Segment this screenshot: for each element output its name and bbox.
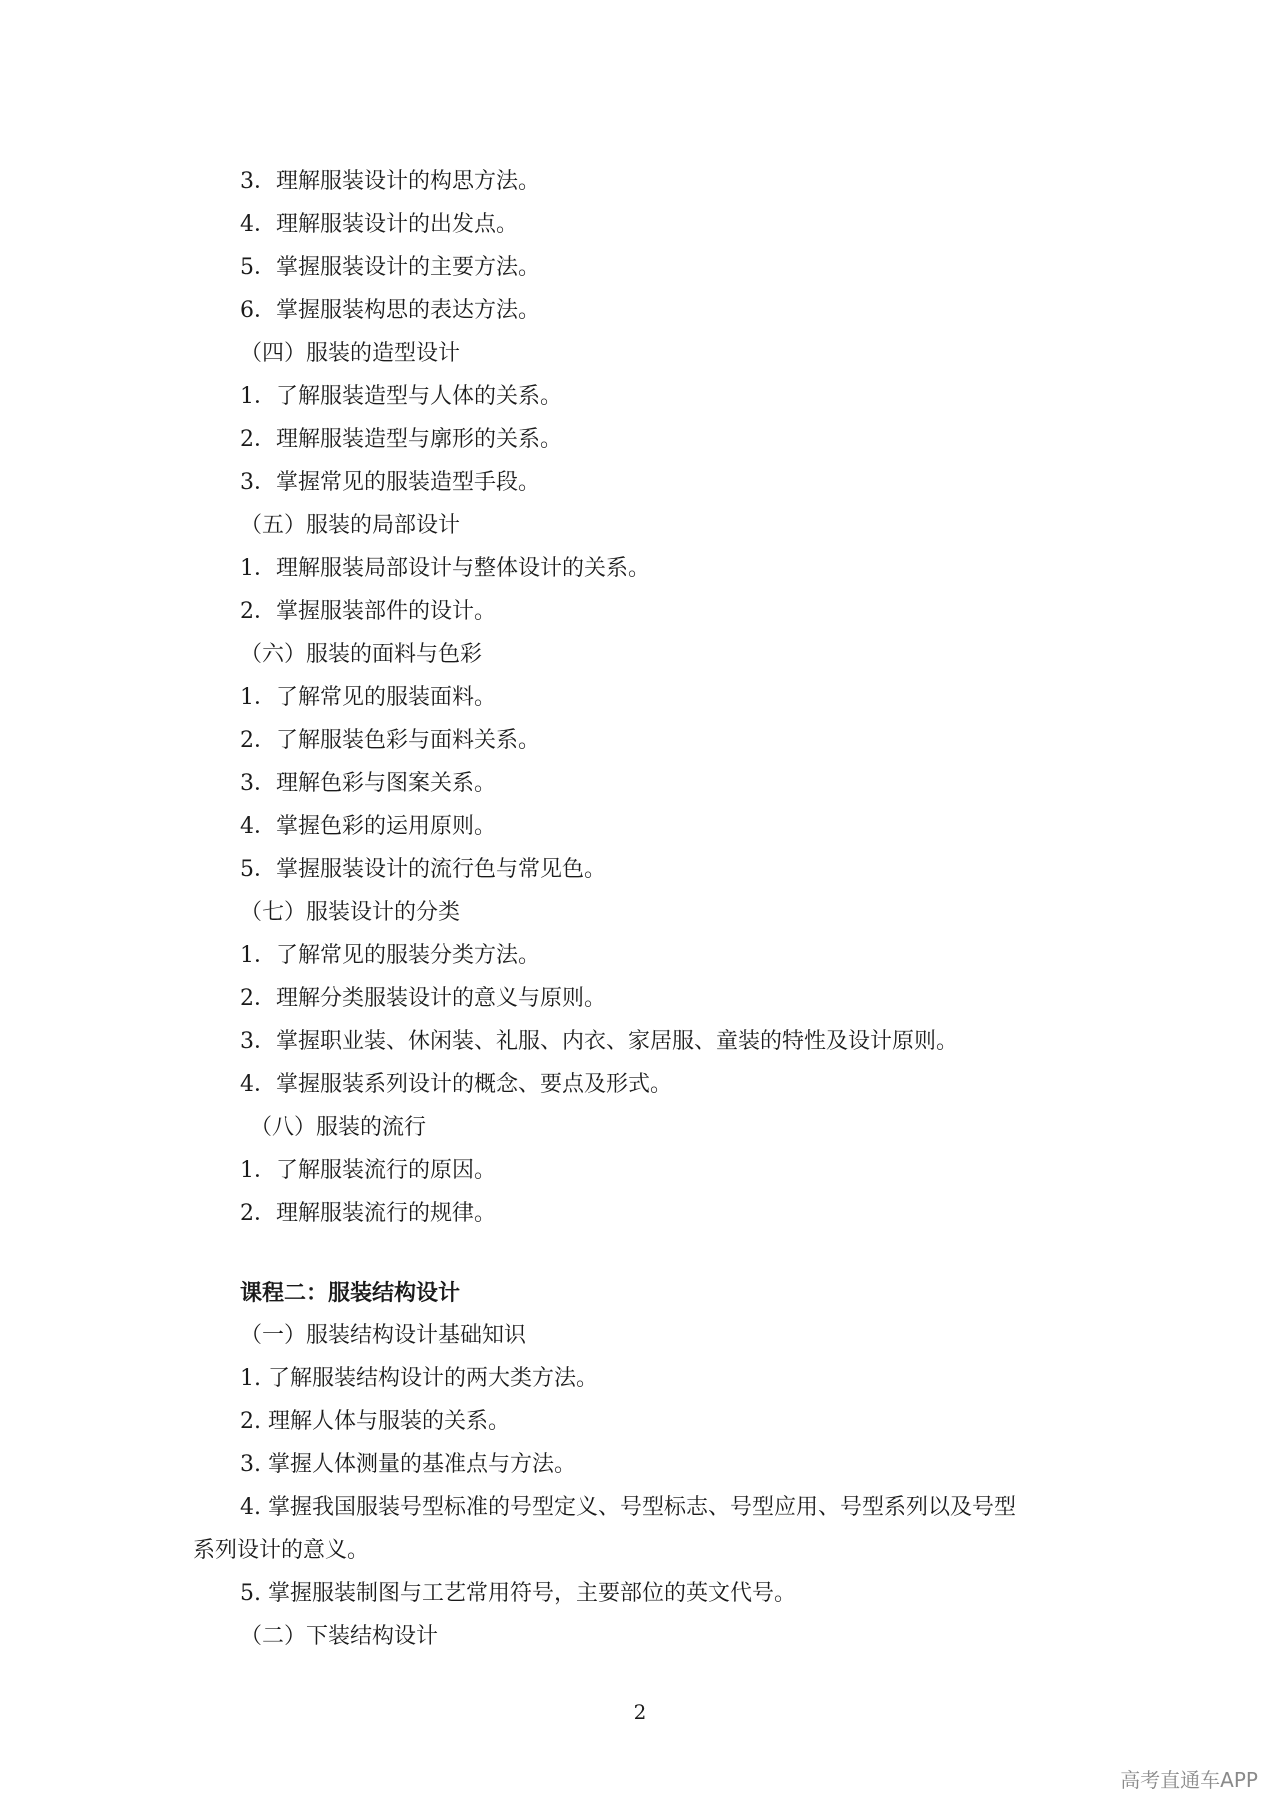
watermark: 高考直通车APP (1120, 1768, 1258, 1792)
text-line: 1．了解服装流行的原因。 (240, 1158, 496, 1183)
text-line: 2．理解服装流行的规律。 (240, 1201, 496, 1226)
text-line: 5．掌握服装设计的流行色与常见色。 (240, 857, 606, 882)
text-line: 4. 掌握我国服装号型标准的号型定义、号型标志、号型应用、号型系列以及号型 (240, 1495, 1016, 1520)
text-line: 3. 掌握人体测量的基准点与方法。 (240, 1452, 576, 1477)
text-line: 4．掌握服装系列设计的概念、要点及形式。 (240, 1072, 672, 1097)
text-line: 4．掌握色彩的运用原则。 (240, 814, 496, 839)
text-line: 1．了解常见的服装分类方法。 (240, 943, 540, 968)
section-heading: （六）服装的面料与色彩 (240, 642, 483, 667)
text-line: 6．掌握服装构思的表达方法。 (240, 298, 540, 323)
text-line: 1. 了解服装结构设计的两大类方法。 (240, 1366, 598, 1391)
text-line: 3．理解服装设计的构思方法。 (240, 169, 540, 194)
text-line: 4．理解服装设计的出发点。 (240, 212, 518, 237)
text-line: 1．了解常见的服装面料。 (240, 685, 496, 710)
text-line: 3．掌握职业装、休闲装、礼服、内衣、家居服、童装的特性及设计原则。 (240, 1029, 958, 1054)
section-heading: （五）服装的局部设计 (240, 513, 461, 538)
text-line: 2. 理解人体与服装的关系。 (240, 1409, 510, 1434)
text-line: 2．理解服装造型与廓形的关系。 (240, 427, 562, 452)
page-number: 2 (633, 1700, 647, 1724)
text-line: 5．掌握服装设计的主要方法。 (240, 255, 540, 280)
section-heading: （七）服装设计的分类 (240, 900, 461, 925)
section-heading: （一）服装结构设计基础知识 (240, 1323, 527, 1348)
text-line: 5. 掌握服装制图与工艺常用符号，主要部位的英文代号。 (240, 1581, 796, 1606)
text-line: 3．掌握常见的服装造型手段。 (240, 470, 540, 495)
text-line: 1．了解服装造型与人体的关系。 (240, 384, 562, 409)
text-line: 1．理解服装局部设计与整体设计的关系。 (240, 556, 650, 581)
text-line: 2．掌握服装部件的设计。 (240, 599, 496, 624)
text-line-continuation: 系列设计的意义。 (193, 1538, 370, 1563)
text-line: 2．理解分类服装设计的意义与原则。 (240, 986, 606, 1011)
course-heading: 课程二：服装结构设计 (240, 1280, 461, 1306)
section-heading: （四）服装的造型设计 (240, 341, 461, 366)
section-heading: （八）服装的流行 (250, 1115, 427, 1140)
text-line: 2．了解服装色彩与面料关系。 (240, 728, 540, 753)
text-line: 3．理解色彩与图案关系。 (240, 771, 496, 796)
section-heading: （二）下装结构设计 (240, 1624, 439, 1649)
